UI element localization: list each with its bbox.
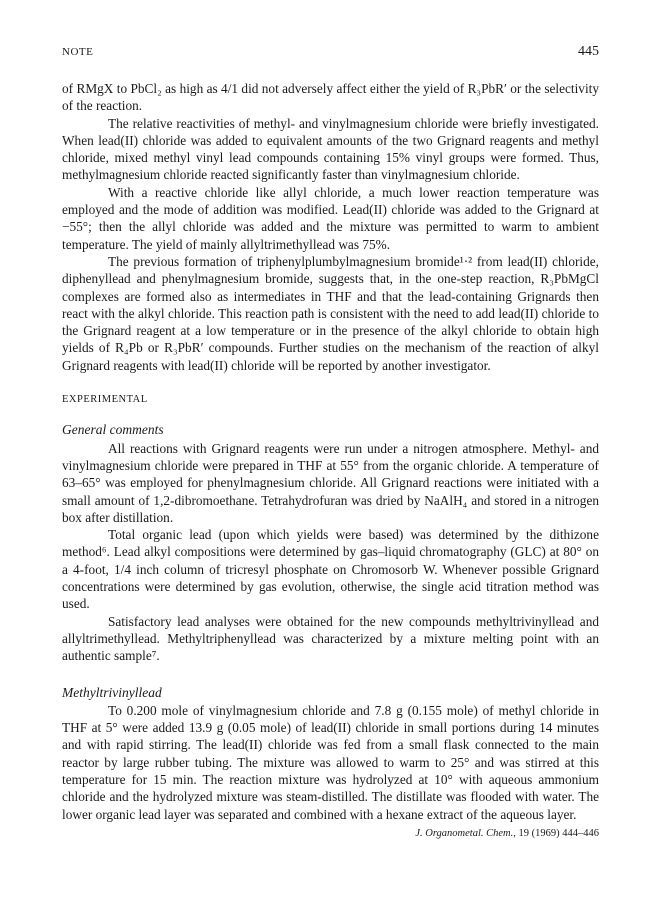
- paragraph: of RMgX to PbCl₂ as high as 4/1 did not adversely affect either the yield of R₃PbR′ or the selectivity of the reaction.: [62, 81, 599, 114]
- page-header: [62, 44, 599, 60]
- general-comments-heading: General comments: [62, 422, 164, 438]
- paragraph: The relative reactivities of methyl- and vinylmagnesium chloride were briefly investigated. When lead(II) chloride was added to equivalent amounts of the two Grignard reagents and methyl chloride, mixed methyl vinyl lead compounds containing 15% vinyl groups were formed. Thus, methylmagnesium chloride reacted significantly faster than vinylmagnesium chloride.: [62, 115, 599, 183]
- page-footer: [62, 828, 599, 839]
- section-label: NOTE: [62, 46, 94, 58]
- journal-name: J. Organometal. Chem.,: [415, 828, 516, 839]
- article-body: [62, 80, 599, 823]
- paragraph: The previous formation of triphenylplumbylmagnesium bromide¹·² from lead(II) chloride, diphenyllead and phenylmagnesium bromide, suggests that, in the one-step reaction, R₃PbMgCl complexes are formed also as intermediates in THF and that the lead-containing Grignards then react with the alkyl chloride. This reaction path is consistent with the need to add lead(II) chloride to the Grignard reagent at a low temperature or in the presence of the alkyl chloride to obtain high yields of R₄Pb or R₃PbR′ compounds. Further studies on the mechanism of the reaction of alkyl Grignard reagents with lead(II) chloride will be reported by another investigator.: [62, 253, 599, 373]
- methyltrivinyllead-heading: Methyltrivinyllead: [62, 684, 162, 700]
- paragraph: With a reactive chloride like allyl chloride, a much lower reaction temperature was employed and the mode of addition was modified. Lead(II) chloride was added to the Grignard at −55°; then the allyl chloride was added and the mixture was permitted to warm to ambient temperature. The yield of mainly allyltrimethyllead was 75%.: [62, 184, 599, 252]
- experimental-heading: EXPERIMENTAL: [62, 394, 148, 406]
- paragraph: To 0.200 mole of vinylmagnesium chloride and 7.8 g (0.155 mole) of methyl chloride in THF at 5° were added 13.9 g (0.05 mole) of lead(II) chloride in small portions during 14 minutes and with rapid stirring. The lead(II) chloride was fed from a small flask connected to the main reactor by large rubber tubing. The mixture was allowed to warm to 25° and was stirred at this temperature for 15 min. The reaction mixture was hydrolyzed at 10° with aqueous ammonium chloride and the hydrolyzed mixture was steam-distilled. The distillate was flooded with water. The lower organic lead layer was separated and combined with a hexane extract of the aqueous layer.: [62, 702, 599, 822]
- paragraph: All reactions with Grignard reagents were run under a nitrogen atmosphere. Methyl- and vinylmagnesium chloride were prepared in THF at 55° from the organic chloride. A temperature of 63–65° was employed for phenylmagnesium chloride. All Grignard reactions were initiated with a small amount of 1,2-dibromoethane. Tetrahydrofuran was dried by NaAlH₄ and stored in a nitrogen box after distillation.: [62, 440, 599, 525]
- paragraph: Total organic lead (upon which yields were based) was determined by the dithizone method⁶. Lead alkyl compositions were determined by gas–liquid chromatography (GLC) at 80° on a 4-foot, 1/4 inch column of tricresyl phosphate on Chromosorb W. Whenever possible Grignard concentrations were determined by gas evolution, otherwise, the single acid titration method was used.: [62, 527, 599, 612]
- journal-citation: 19 (1969) 444–446: [515, 828, 599, 839]
- paragraph: Satisfactory lead analyses were obtained for the new compounds methyltrivinyllead and allyltrimethyllead. Methyltriphenyllead was characterized by a mixture melting point with an authentic sample⁷.: [62, 613, 599, 664]
- page-number: 445: [578, 44, 599, 59]
